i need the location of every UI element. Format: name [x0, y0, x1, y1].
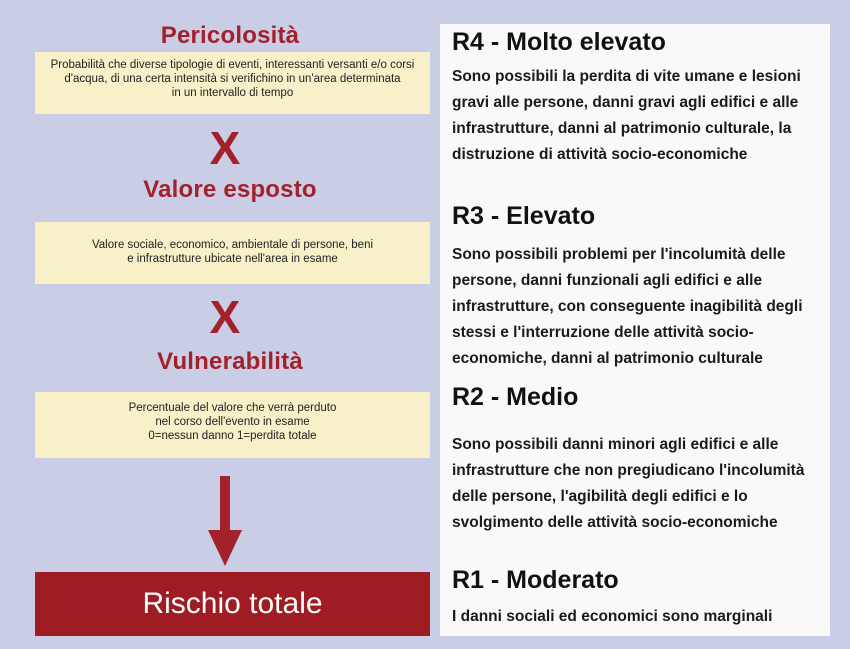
exposure-description: Valore sociale, economico, ambientale di persone, beni e infrastrutture ubicate nell'area in esame	[35, 222, 430, 284]
r3-title: R3 - Elevato	[452, 202, 596, 230]
r3-description: Sono possibili problemi per l'incolumità delle persone, danni funzionali agli edifici e alle infrastrutture, con conseguente inagibilità degli stessi e l'interruzione delle attività socio-economiche, danni al patrimonio culturale	[452, 246, 803, 367]
risk-levels-panel	[440, 24, 830, 636]
r1-title: R1 - Moderato	[452, 566, 619, 594]
total-risk-label: Rischio totale	[142, 587, 323, 620]
r1-description: I danni sociali ed economici sono marginali	[452, 608, 773, 625]
vulnerability-description: Percentuale del valore che verrà perduto nel corso dell'evento in esame 0=nessun danno 1=perdita totale	[35, 392, 430, 458]
hazard-description: Probabilità che diverse tipologie di eventi, interessanti versanti e/o corsi d'acqua, di una certa intensità si verifichino in un'area determinata in un intervallo di tempo	[35, 52, 430, 114]
r4-title: R4 - Molto elevato	[452, 28, 666, 56]
multiply-icon: X	[209, 291, 241, 343]
r2-title: R2 - Medio	[452, 383, 579, 411]
arrow-down-icon	[205, 476, 245, 568]
multiply-icon: X	[209, 122, 241, 174]
r4-description: Sono possibili la perdita di vite umane e lesioni gravi alle persone, danni gravi agli edifici e alle infrastrutture, danni al patrimonio culturale, la distruzione di attività socio-economiche	[452, 68, 801, 163]
r2-description: Sono possibili danni minori agli edifici e alle infrastrutture che non pregiudicano l'incolumità delle persone, l'agibilità degli edifici e lo svolgimento delle attività socio-economiche	[452, 436, 805, 531]
vulnerability-title: Vulnerabilità	[157, 348, 303, 375]
total-risk-box	[35, 572, 430, 636]
hazard-title: Pericolosità	[160, 22, 300, 49]
exposure-title: Valore esposto	[143, 176, 317, 203]
